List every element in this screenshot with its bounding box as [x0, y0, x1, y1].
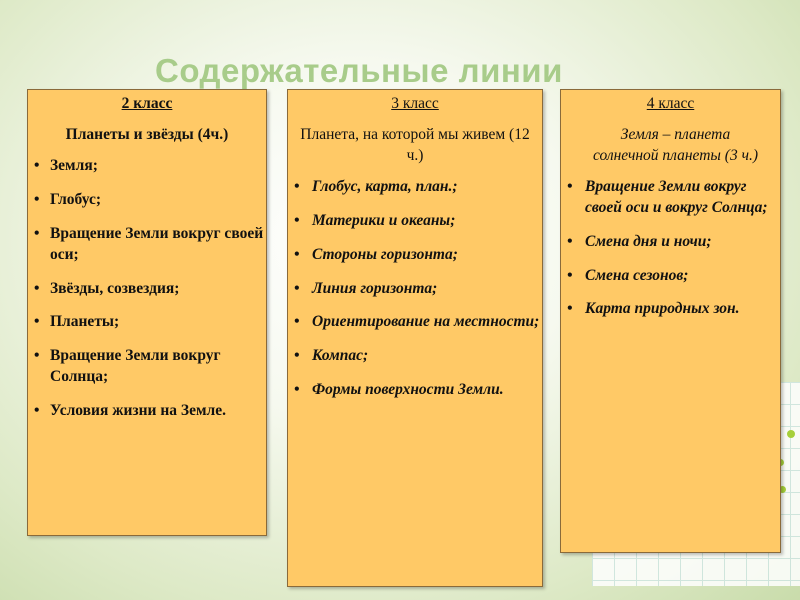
list-item: • Вращение Земли вокруг своей оси и вокруг Солнца;: [561, 177, 780, 219]
list-item: • Условия жизни на Земле.: [28, 401, 266, 422]
panel-heading: 3 класс: [391, 95, 439, 112]
panel-subtitle: Планеты и звёзды (4ч.): [65, 125, 229, 143]
panel-subtitle: Планета, на которой мы живем (12 ч.): [300, 125, 530, 164]
topic-list: [288, 177, 542, 401]
topic-list: [28, 156, 266, 422]
panel-heading: 2 класс: [121, 95, 173, 112]
list-item: • Ориентирование на местности;: [288, 312, 542, 333]
list-item: • Планеты;: [28, 312, 266, 333]
grade-3-panel: [287, 89, 543, 587]
list-item: • Формы поверхности Земли.: [288, 380, 542, 401]
grade-4-panel: [560, 89, 781, 553]
panel-heading: 4 класс: [646, 95, 695, 112]
list-item: • Глобус, карта, план.;: [288, 177, 542, 198]
list-item: • Линия горизонта;: [288, 279, 542, 300]
decorative-dot: [787, 430, 795, 438]
slide-title: Содержательные линии: [155, 52, 563, 89]
topic-list: [561, 177, 780, 321]
list-item: • Звёзды, созвездия;: [28, 279, 266, 300]
list-item: • Материки и океаны;: [288, 211, 542, 232]
panel-subtitle: Земля – планета солнечной планеты (3 ч.): [592, 125, 759, 164]
grade-2-panel: [27, 89, 267, 536]
list-item: • Вращение Земли вокруг Солнца;: [28, 346, 266, 388]
list-item: • Компас;: [288, 346, 542, 367]
list-item: • Стороны горизонта;: [288, 245, 542, 266]
list-item: • Смена дня и ночи;: [561, 232, 780, 253]
list-item: • Земля;: [28, 156, 266, 177]
list-item: • Смена сезонов;: [561, 266, 780, 287]
list-item: • Вращение Земли вокруг своей оси;: [28, 224, 266, 266]
list-item: • Карта природных зон.: [561, 299, 780, 320]
list-item: • Глобус;: [28, 190, 266, 211]
